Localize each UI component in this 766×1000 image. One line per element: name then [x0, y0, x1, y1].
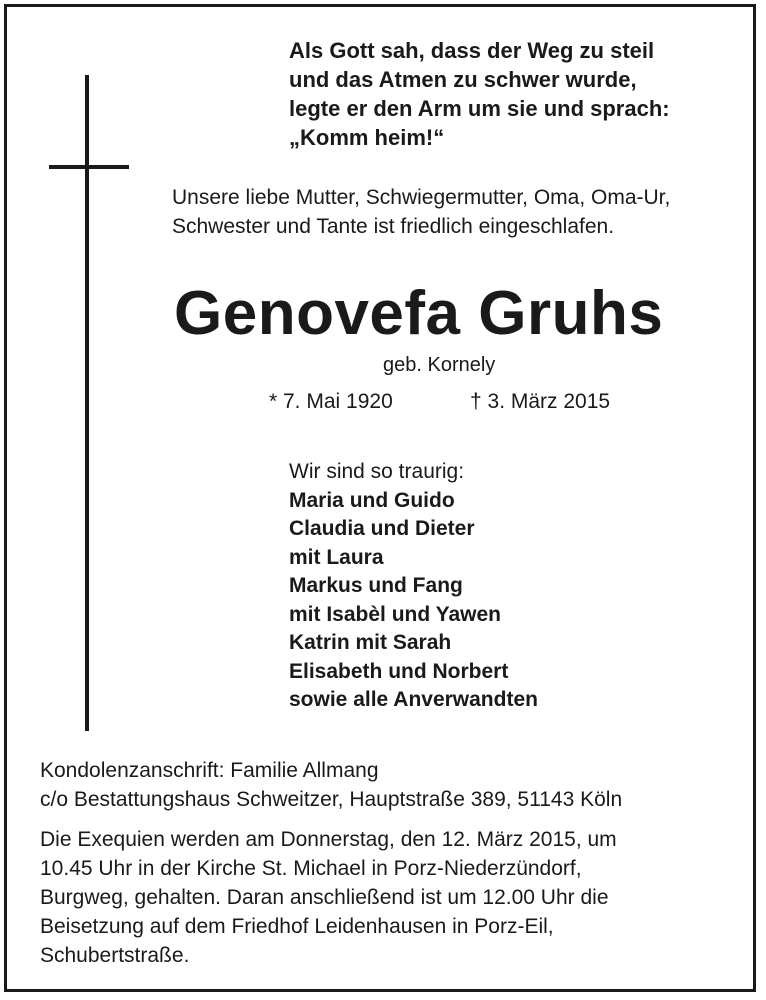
service-line: Burgweg, gehalten. Daran anschließend ist um 12.00 Uhr die: [40, 886, 609, 909]
verse: [289, 36, 670, 152]
deceased-name: Genovefa Gruhs: [174, 279, 664, 348]
birth-date: * 7. Mai 1920: [269, 390, 393, 413]
verse-line: Als Gott sah, dass der Weg zu steil: [289, 38, 655, 63]
maiden-name: geb. Kornely: [383, 354, 496, 376]
verse-line: „Komm heim!“: [289, 125, 445, 150]
cross-icon: [85, 75, 89, 731]
mourner-name: Katrin mit Sarah: [289, 631, 452, 654]
mourner-name: Elisabeth und Norbert: [289, 659, 509, 683]
mourner-name: sowie alle Anverwandten: [289, 688, 538, 711]
mourner-name: Maria und Guido: [289, 488, 455, 512]
cross-crossbar: [49, 165, 129, 169]
condolence-address: [40, 756, 622, 814]
mourner-name: Markus und Fang: [289, 574, 463, 597]
mourners-heading: Wir sind so traurig:: [289, 460, 465, 483]
intro-text: [172, 183, 670, 241]
verse-line: legte er den Arm um sie und sprach:: [289, 96, 670, 121]
service-line: Beisetzung auf dem Friedhof Leidenhausen in Porz-Eil,: [40, 915, 554, 938]
mourner-name: Claudia und Dieter: [289, 517, 475, 540]
mourner-name: mit Isabèl und Yawen: [289, 602, 502, 626]
service-info: [40, 825, 617, 970]
mourners-list: [289, 458, 538, 715]
address-line: c/o Bestattungshaus Schweitzer, Hauptstraße 389, 51143 Köln: [40, 788, 623, 811]
death-date: † 3. März 2015: [470, 390, 611, 413]
service-line: Die Exequien werden am Donnerstag, den 12. März 2015, um: [40, 828, 617, 851]
verse-line: und das Atmen zu schwer wurde,: [289, 67, 637, 92]
address-line: Kondolenzanschrift: Familie Allmang: [40, 759, 379, 782]
mourner-name: mit Laura: [289, 545, 384, 569]
service-line: 10.45 Uhr in der Kirche St. Michael in Porz-Niederzündorf,: [40, 857, 582, 880]
service-line: Schubertstraße.: [40, 944, 190, 967]
intro-line: Schwester und Tante ist friedlich eingeschlafen.: [172, 215, 615, 238]
intro-line: Unsere liebe Mutter, Schwiegermutter, Oma, Oma-Ur,: [172, 186, 671, 209]
